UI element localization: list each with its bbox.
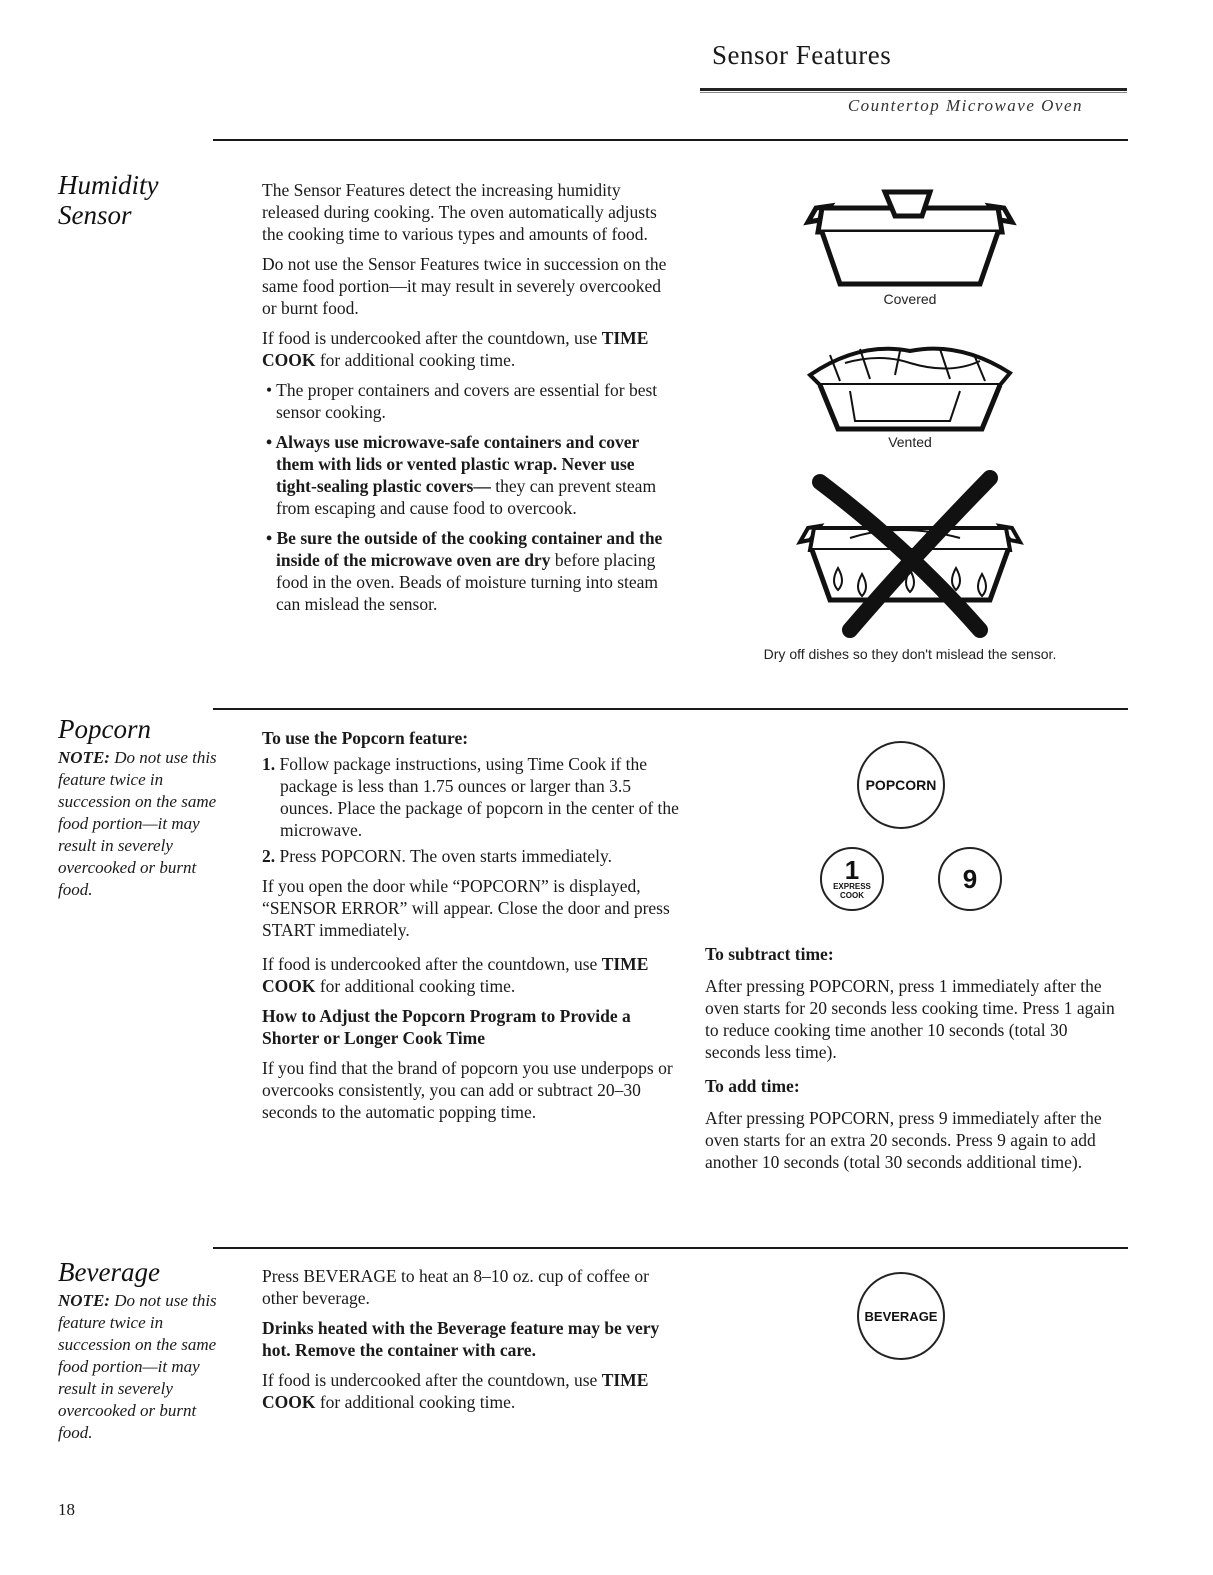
popcorn-time-adjust (705, 943, 1125, 1181)
note-label: NOTE: (58, 1291, 110, 1310)
note-text: Do not use this feature twice in succession on the same food portion—it may result in severely overcooked or burnt food. (58, 748, 217, 899)
bullet-text: before placing food in the oven. Beads of moisture turning into steam can mislead the sensor. (276, 550, 659, 614)
text: for additional cooking time. (315, 350, 516, 370)
vented-dish-illustration (800, 335, 1020, 435)
popcorn-step-2 (262, 845, 682, 867)
caption-vented: Vented (888, 434, 932, 450)
bullet-bold-text: • Be sure the outside of the cooking container and the inside of the microwave oven are dry (266, 528, 663, 570)
section-title-popcorn: Popcorn (58, 714, 151, 744)
bullet-bold-text: • Always use microwave-safe containers and cover them with lids or vented plastic wrap. Never use tight-sealing plastic covers— (266, 432, 639, 496)
caption-dry-off: Dry off dishes so they don't mislead the sensor. (763, 646, 1057, 662)
text: for additional cooking time. (315, 1392, 516, 1412)
key-label: 9 (962, 863, 978, 894)
humidity-paragraph-1: The Sensor Features detect the increasing humidity released during cooking. The oven automatically adjusts the cooking time to various types and amounts of food. (262, 180, 657, 244)
humidity-paragraph-3 (262, 327, 672, 371)
title-line-1: Humidity (58, 170, 159, 200)
text: If food is undercooked after the countdown, use (262, 954, 602, 974)
note-label: NOTE: (58, 748, 110, 767)
popcorn-step-1 (262, 753, 682, 841)
section-divider (213, 139, 1128, 141)
adjust-paragraph: If you find that the brand of popcorn you use underpops or overcooks consistently, you can add or subtract 20–30 seconds to the automatic popping time. (262, 1058, 673, 1122)
beverage-key (857, 1272, 945, 1360)
bullet-containers: • The proper containers and covers are essential for best sensor cooking. (266, 380, 658, 422)
section-divider (213, 708, 1128, 710)
section-title-humidity (58, 170, 159, 230)
time-cook-emphasis: TIME COOK (262, 1370, 649, 1412)
key-sublabel: EXPRESS (833, 882, 871, 891)
key-label: POPCORN (865, 777, 937, 793)
covered-dish-illustration (800, 182, 1020, 292)
header-rule (700, 88, 1127, 91)
step-text: Follow package instructions, using Time Cook if the package is less than 1.75 ounces or larger than 3.5 ounces. Place the package of popcorn in the center of the microwave. (275, 754, 679, 840)
add-heading: To add time: (705, 1076, 800, 1096)
popcorn-heading: To use the Popcorn feature: (262, 728, 469, 748)
humidity-body (262, 179, 672, 623)
note-text: Do not use this feature twice in succession on the same food portion—it may result in severely overcooked or burnt food. (58, 1291, 217, 1442)
key-9 (938, 847, 1002, 911)
wet-dish-crossed-illustration (790, 470, 1030, 640)
subtract-heading: To subtract time: (705, 944, 834, 964)
beverage-paragraph-1: Press BEVERAGE to heat an 8–10 oz. cup of coffee or other beverage. (262, 1266, 650, 1308)
bullet-dry (262, 527, 672, 615)
adjust-heading: How to Adjust the Popcorn Program to Provide a Shorter or Longer Cook Time (262, 1006, 631, 1048)
section-divider (213, 1247, 1128, 1249)
key-label: BEVERAGE (864, 1308, 938, 1324)
step-number: 2. (262, 846, 276, 866)
beverage-warning: Drinks heated with the Beverage feature may be very hot. Remove the container with care. (262, 1318, 660, 1360)
humidity-paragraph-2: Do not use the Sensor Features twice in succession on the same food portion—it may result in severely overcooked or burnt food. (262, 254, 667, 318)
key-sublabel: COOK (840, 891, 864, 900)
key-1-express-cook (820, 847, 884, 911)
beverage-body (262, 1265, 682, 1421)
beverage-note (58, 1290, 223, 1444)
subtract-paragraph: After pressing POPCORN, press 1 immediately after the oven starts for 20 seconds less cooking time. Press 1 again to reduce cooking time another 10 seconds (total 30 seconds less time). (705, 976, 1115, 1062)
caption-covered: Covered (883, 291, 937, 307)
key-label: 1 (844, 855, 860, 885)
bullet-microwave-safe (262, 431, 672, 519)
popcorn-body (262, 727, 682, 1131)
popcorn-error-paragraph: If you open the door while “POPCORN” is displayed, “SENSOR ERROR” will appear. Close the door and press START immediately. (262, 876, 670, 940)
step-text: Press POPCORN. The oven starts immediately. (275, 846, 612, 866)
page-header-title: Sensor Features (712, 40, 892, 70)
header-rule-thin (700, 92, 1127, 93)
page-number: 18 (58, 1500, 75, 1519)
popcorn-note (58, 747, 223, 901)
title-line-2: Sensor (58, 200, 132, 230)
text: If food is undercooked after the countdown, use (262, 328, 602, 348)
text: If food is undercooked after the countdown, use (262, 1370, 602, 1390)
popcorn-undercooked-paragraph (262, 953, 682, 997)
bullet-text: they can prevent steam from escaping and cause food to overcook. (276, 476, 657, 518)
time-cook-emphasis: TIME COOK (262, 954, 649, 996)
beverage-undercooked-paragraph (262, 1369, 682, 1413)
add-paragraph: After pressing POPCORN, press 9 immediately after the oven starts for an extra 20 seconds. Press 9 again to add another 10 seconds (total 30 seconds additional time). (705, 1108, 1102, 1172)
section-title-beverage: Beverage (58, 1257, 160, 1287)
page-header-subtitle: Countertop Microwave Oven (847, 96, 1083, 115)
step-number: 1. (262, 754, 276, 774)
popcorn-key (857, 741, 945, 829)
text: for additional cooking time. (315, 976, 516, 996)
time-cook-emphasis: TIME COOK (262, 328, 649, 370)
